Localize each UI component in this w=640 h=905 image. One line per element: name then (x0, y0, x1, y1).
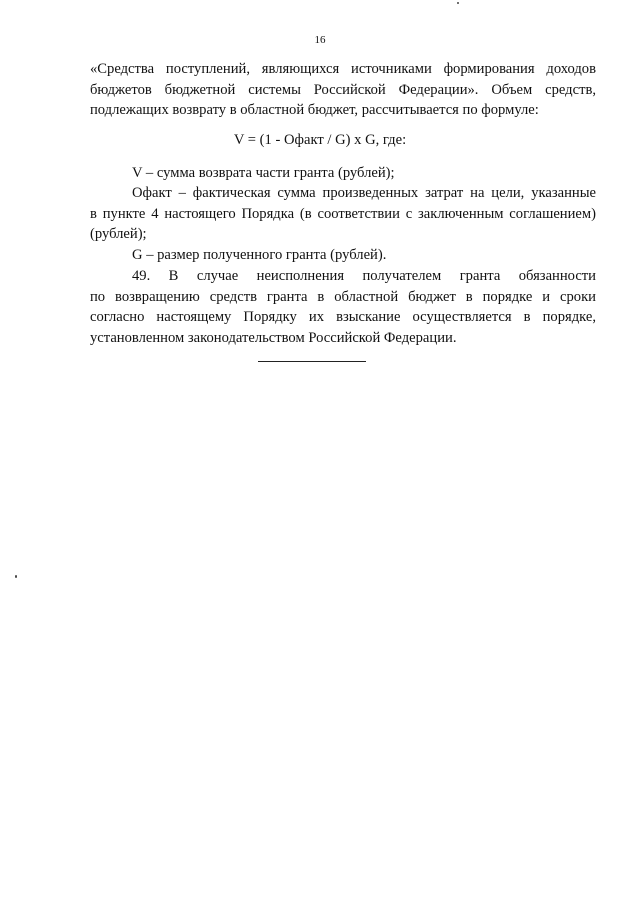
intro-line: бюджетов бюджетной системы Российской Федерации». Объем средств, (90, 81, 596, 98)
definition-g-text: G – размер полученного гранта (рублей). (132, 247, 387, 263)
definition-v-text: V – сумма возврата части гранта (рублей); (132, 165, 395, 181)
item-49-paragraph (90, 266, 596, 348)
formula: V = (1 - Офакт / G) x G, где: (233, 132, 407, 148)
scan-speck (15, 575, 17, 578)
item-49-line: по возвращению средств гранта в областной бюджет в порядке и сроки (90, 288, 596, 305)
intro-line: «Средства поступлений, являющихся источниками формирования доходов (90, 61, 596, 77)
intro-paragraph (90, 59, 596, 121)
definition-v (90, 163, 596, 184)
definition-ofakt-line: Офакт – фактическая сумма произведенных затрат на цели, указанные (132, 185, 596, 201)
definition-ofakt-line: (рублей); (90, 226, 147, 242)
definition-ofakt-line: в пункте 4 настоящего Порядка (в соответствии с заключенным соглашением) (90, 205, 596, 222)
item-49-line: 49. В случае неисполнения получателем гранта обязанности (132, 268, 596, 284)
item-49-line: установленном законодательством Российской Федерации. (90, 329, 457, 346)
intro-line: подлежащих возврату в областной бюджет, рассчитывается по формуле: (90, 102, 539, 118)
definition-ofakt (90, 183, 596, 245)
end-divider (258, 361, 366, 362)
page-number: 16 (314, 34, 326, 46)
definition-g (90, 245, 596, 266)
scan-speck (457, 2, 459, 4)
item-49-line: согласно настоящему Порядку их взыскание осуществляется в порядке, (90, 309, 596, 325)
